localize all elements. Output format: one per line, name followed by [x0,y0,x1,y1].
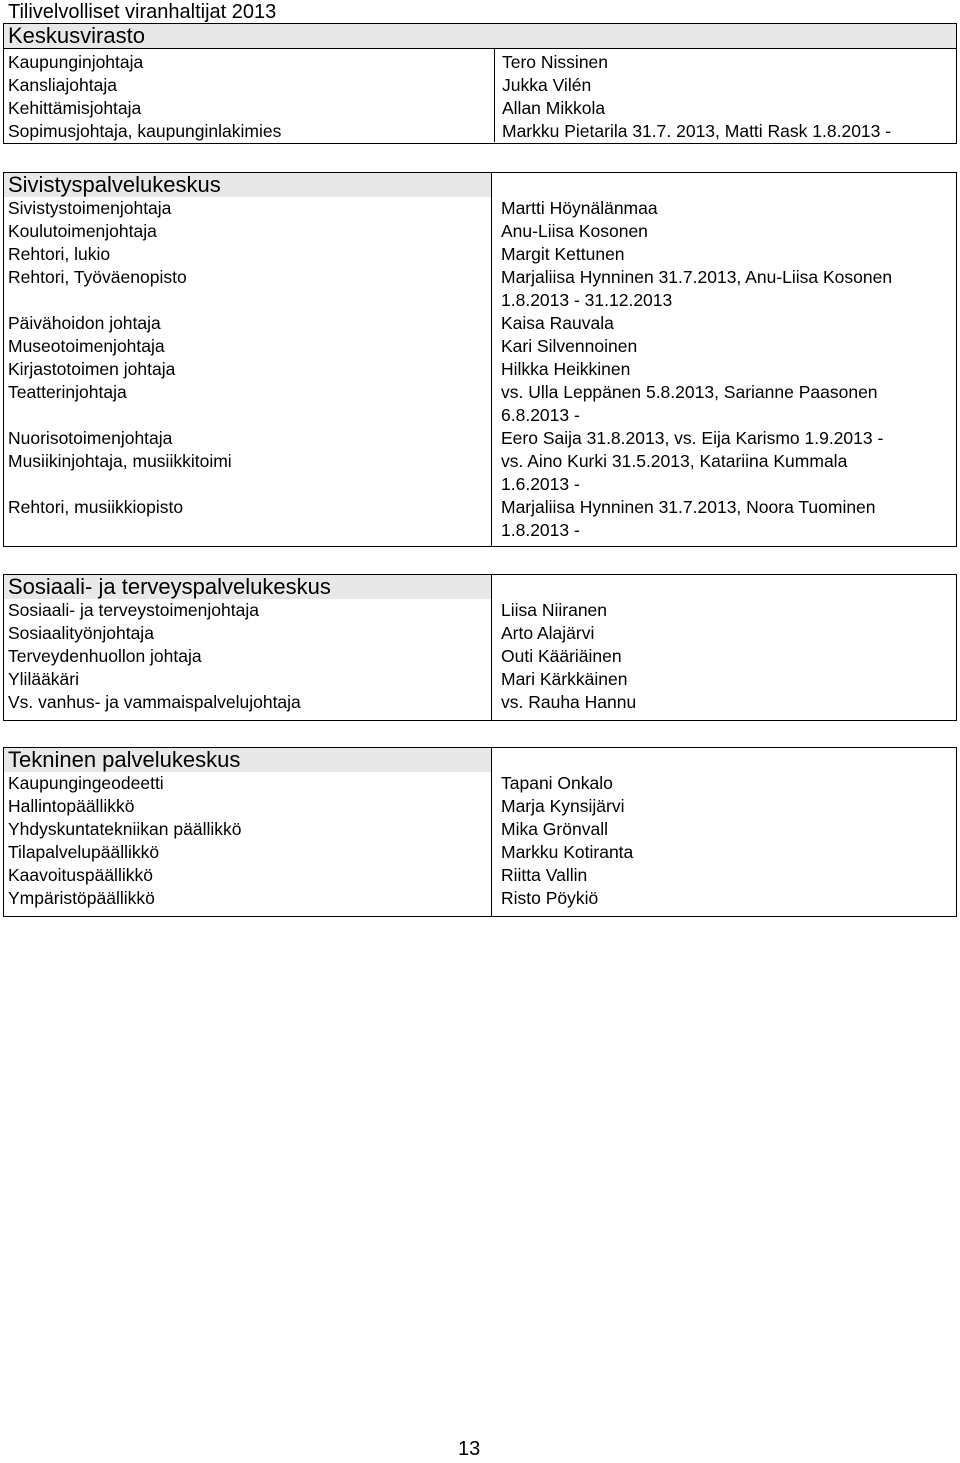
section-sivistys [3,172,957,547]
role: Rehtori, lukio [8,244,111,264]
name: Martti Höynälänmaa [501,198,658,218]
name: Liisa Niiranen [501,600,608,620]
role: Kehittämisjohtaja [8,98,142,118]
name: Outi Kääriäinen [501,646,622,666]
role: Nuorisotoimenjohtaja [8,428,173,448]
role: Koulutoimenjohtaja [8,221,157,241]
role: Terveydenhuollon johtaja [8,646,202,666]
role: Päivähoidon johtaja [8,313,161,333]
name: 1.8.2013 - [501,520,580,540]
name: Risto Pöykiö [501,888,599,908]
role: Sivistystoimenjohtaja [8,198,172,218]
name: Allan Mikkola [502,98,606,118]
role: Kaupungingeodeetti [8,773,164,793]
name: Tapani Onkalo [501,773,613,793]
role: Tilapalvelupäällikkö [8,842,160,862]
section-keskusvirasto [3,23,957,144]
role: Sopimusjohtaja, kaupunginlakimies [8,121,282,141]
role: Musiikinjohtaja, musiikkitoimi [8,451,232,471]
names-column [491,575,957,720]
role: Kaavoituspäällikkö [8,865,153,885]
section-sosiaali [3,574,957,721]
role [4,473,491,496]
name: Marjaliisa Hynninen 31.7.2013, Noora Tuominen [501,497,876,517]
names-column [491,173,957,546]
role: Teatterinjohtaja [8,382,127,402]
document-title: Tilivelvolliset viranhaltijat 2013 [8,1,277,23]
names-column [498,49,891,142]
name: Eero Saija 31.8.2013, vs. Eija Karismo 1.9.2013 - [501,428,884,448]
role: Ympäristöpäällikkö [8,888,155,908]
roles-column [4,49,281,142]
name: 1.6.2013 - [501,474,580,494]
roles-column [4,575,491,720]
name: Kari Silvennoinen [501,336,638,356]
name: vs. Aino Kurki 31.5.2013, Katariina Kummala [501,451,848,471]
role: Rehtori, musiikkiopisto [8,497,184,517]
page-number: 13 [458,1438,481,1460]
name: Mika Grönvall [501,819,608,839]
name: 6.8.2013 - [501,405,580,425]
role: Sosiaalityönjohtaja [8,623,154,643]
name: Riitta Vallin [501,865,588,885]
name: Hilkka Heikkinen [501,359,631,379]
name: Jukka Vilén [502,75,592,95]
name: Tero Nissinen [502,52,609,72]
name: Mari Kärkkäinen [501,669,628,689]
name: Marjaliisa Hynninen 31.7.2013, Anu-Liisa Kosonen [501,267,893,287]
name: Arto Alajärvi [501,623,595,643]
role: Yhdyskuntatekniikan päällikkö [8,819,242,839]
name: vs. Ulla Leppänen 5.8.2013, Sarianne Paasonen [501,382,878,402]
section-heading: Sivistyspalvelukeskus [4,173,491,197]
role: Kirjastotoimen johtaja [8,359,176,379]
name: Margit Kettunen [501,244,625,264]
role [4,404,491,427]
roles-column [4,173,491,546]
name: Marja Kynsijärvi [501,796,625,816]
role: Ylilääkäri [8,669,79,689]
role: Museotoimenjohtaja [8,336,165,356]
name: Kaisa Rauvala [501,313,614,333]
role: Rehtori, Työväenopisto [8,267,187,287]
role [4,289,491,312]
section-heading: Tekninen palvelukeskus [4,748,491,772]
name: vs. Rauha Hannu [501,692,637,712]
name: Markku Kotiranta [501,842,634,862]
section-tekninen [3,747,957,917]
section-heading: Sosiaali- ja terveyspalvelukeskus [4,575,491,599]
role: Sosiaali- ja terveystoimenjohtaja [8,600,259,620]
names-column [491,748,957,916]
name: Markku Pietarila 31.7. 2013, Matti Rask 1.8.2013 - [502,121,892,141]
name: Anu-Liisa Kosonen [501,221,648,241]
section-heading: Keskusvirasto [4,24,956,49]
role: Hallintopäällikkö [8,796,135,816]
roles-column [4,748,491,916]
role: Kansliajohtaja [8,75,117,95]
role: Vs. vanhus- ja vammaispalvelujohtaja [8,692,301,712]
name: 1.8.2013 - 31.12.2013 [501,290,673,310]
role: Kaupunginjohtaja [8,52,144,72]
